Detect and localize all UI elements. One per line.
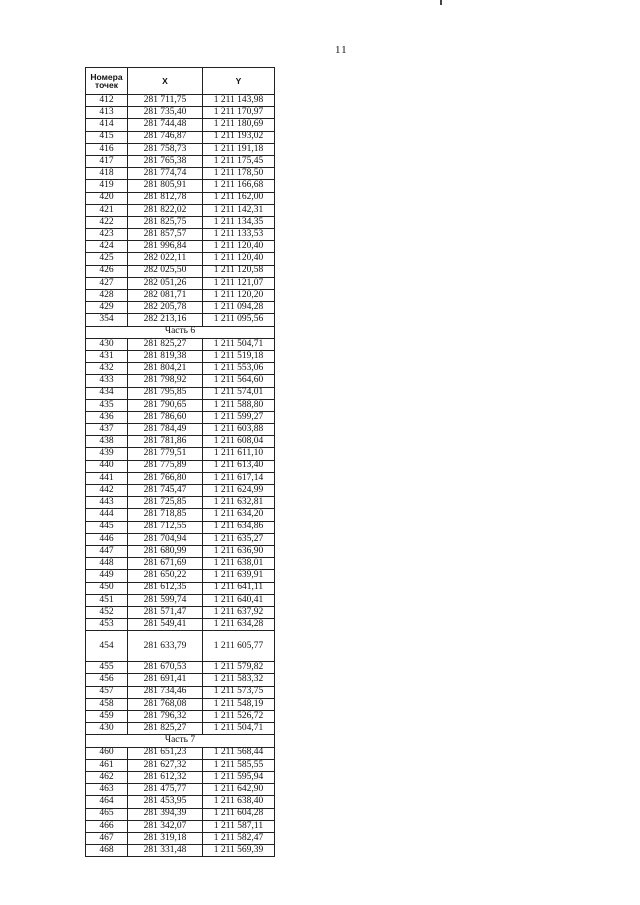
x-coordinate-cell: 281 781,86	[128, 436, 203, 448]
x-coordinate-cell: 281 804,21	[128, 363, 203, 375]
x-coordinate-cell: 281 651,23	[128, 747, 203, 759]
point-number-cell: 415	[86, 131, 128, 143]
table-row	[86, 265, 275, 277]
page-number: 11	[335, 44, 348, 56]
point-number-cell: 443	[86, 497, 128, 509]
point-number-cell: 424	[86, 241, 128, 253]
y-coordinate-cell: 1 211 640,41	[203, 594, 275, 606]
point-number-cell: 466	[86, 820, 128, 832]
x-coordinate-cell: 281 825,75	[128, 216, 203, 228]
table-row	[86, 472, 275, 484]
point-number-cell: 433	[86, 375, 128, 387]
table-row	[86, 277, 275, 289]
x-coordinate-cell: 281 650,22	[128, 570, 203, 582]
point-number-cell: 354	[86, 314, 128, 326]
point-number-cell: 468	[86, 845, 128, 857]
y-coordinate-cell: 1 211 193,02	[203, 131, 275, 143]
table-row	[86, 521, 275, 533]
table-row	[86, 204, 275, 216]
table-row	[86, 606, 275, 618]
x-coordinate-cell: 281 786,60	[128, 411, 203, 423]
table-row	[86, 497, 275, 509]
x-coordinate-cell: 281 766,80	[128, 472, 203, 484]
x-coordinate-cell: 282 081,71	[128, 290, 203, 302]
table-row	[86, 241, 275, 253]
y-coordinate-cell: 1 211 637,92	[203, 606, 275, 618]
table-row	[86, 143, 275, 155]
point-number-cell: 425	[86, 253, 128, 265]
table-row	[86, 350, 275, 362]
point-number-cell: 427	[86, 277, 128, 289]
x-coordinate-cell: 281 612,32	[128, 771, 203, 783]
table-row	[86, 314, 275, 326]
point-number-cell: 446	[86, 533, 128, 545]
table-row	[86, 460, 275, 472]
x-coordinate-cell: 281 805,91	[128, 180, 203, 192]
point-number-cell: 442	[86, 485, 128, 497]
y-coordinate-cell: 1 211 638,01	[203, 558, 275, 570]
y-coordinate-cell: 1 211 134,35	[203, 216, 275, 228]
x-coordinate-cell: 281 825,27	[128, 723, 203, 735]
x-coordinate-cell: 281 822,02	[128, 204, 203, 216]
x-coordinate-cell: 281 718,85	[128, 509, 203, 521]
x-coordinate-cell: 281 774,74	[128, 168, 203, 180]
y-coordinate-cell: 1 211 120,58	[203, 265, 275, 277]
x-coordinate-cell: 281 475,77	[128, 784, 203, 796]
x-coordinate-cell: 281 704,94	[128, 533, 203, 545]
point-number-cell: 412	[86, 95, 128, 107]
table-row	[86, 820, 275, 832]
y-coordinate-cell: 1 211 569,39	[203, 845, 275, 857]
x-coordinate-cell: 281 795,85	[128, 387, 203, 399]
table-row	[86, 674, 275, 686]
point-number-cell: 461	[86, 759, 128, 771]
table-header-row	[86, 68, 275, 95]
header-x: X	[128, 68, 203, 95]
x-coordinate-cell: 281 996,84	[128, 241, 203, 253]
y-coordinate-cell: 1 211 634,28	[203, 619, 275, 631]
x-coordinate-cell: 281 711,75	[128, 95, 203, 107]
y-coordinate-cell: 1 211 553,06	[203, 363, 275, 375]
x-coordinate-cell: 281 453,95	[128, 796, 203, 808]
table-row	[86, 107, 275, 119]
point-number-cell: 450	[86, 582, 128, 594]
point-number-cell: 430	[86, 723, 128, 735]
y-coordinate-cell: 1 211 170,97	[203, 107, 275, 119]
y-coordinate-cell: 1 211 585,55	[203, 759, 275, 771]
point-number-cell: 444	[86, 509, 128, 521]
point-number-cell: 448	[86, 558, 128, 570]
x-coordinate-cell: 281 691,41	[128, 674, 203, 686]
point-number-cell: 467	[86, 832, 128, 844]
table-row	[86, 619, 275, 631]
y-coordinate-cell: 1 211 573,75	[203, 686, 275, 698]
y-coordinate-cell: 1 211 574,01	[203, 387, 275, 399]
y-coordinate-cell: 1 211 519,18	[203, 350, 275, 362]
x-coordinate-cell: 281 779,51	[128, 448, 203, 460]
table-row	[86, 558, 275, 570]
x-coordinate-cell: 281 746,87	[128, 131, 203, 143]
section-row	[86, 735, 275, 747]
x-coordinate-cell: 281 725,85	[128, 497, 203, 509]
y-coordinate-cell: 1 211 613,40	[203, 460, 275, 472]
table-row	[86, 796, 275, 808]
y-coordinate-cell: 1 211 632,81	[203, 497, 275, 509]
x-coordinate-cell: 281 775,89	[128, 460, 203, 472]
y-coordinate-cell: 1 211 094,28	[203, 302, 275, 314]
scan-mark	[440, 0, 442, 5]
table-row	[86, 290, 275, 302]
y-coordinate-cell: 1 211 588,80	[203, 399, 275, 411]
x-coordinate-cell: 281 671,69	[128, 558, 203, 570]
table-row	[86, 436, 275, 448]
y-coordinate-cell: 1 211 617,14	[203, 472, 275, 484]
y-coordinate-cell: 1 211 095,56	[203, 314, 275, 326]
x-coordinate-cell: 281 784,49	[128, 424, 203, 436]
point-number-cell: 414	[86, 119, 128, 131]
x-coordinate-cell: 282 025,50	[128, 265, 203, 277]
table-row	[86, 582, 275, 594]
table-row	[86, 509, 275, 521]
y-coordinate-cell: 1 211 583,32	[203, 674, 275, 686]
x-coordinate-cell: 281 680,99	[128, 545, 203, 557]
table-row	[86, 131, 275, 143]
x-coordinate-cell: 281 670,53	[128, 662, 203, 674]
x-coordinate-cell: 281 612,35	[128, 582, 203, 594]
y-coordinate-cell: 1 211 639,91	[203, 570, 275, 582]
point-number-cell: 423	[86, 229, 128, 241]
x-coordinate-cell: 281 812,78	[128, 192, 203, 204]
x-coordinate-cell: 281 798,92	[128, 375, 203, 387]
table-row	[86, 448, 275, 460]
x-coordinate-cell: 282 205,78	[128, 302, 203, 314]
table-row	[86, 338, 275, 350]
y-coordinate-cell: 1 211 608,04	[203, 436, 275, 448]
point-number-cell: 453	[86, 619, 128, 631]
x-coordinate-cell: 281 744,48	[128, 119, 203, 131]
x-coordinate-cell: 281 627,32	[128, 759, 203, 771]
table-row	[86, 711, 275, 723]
y-coordinate-cell: 1 211 605,77	[203, 631, 275, 662]
y-coordinate-cell: 1 211 120,20	[203, 290, 275, 302]
point-number-cell: 454	[86, 631, 128, 662]
point-number-cell: 456	[86, 674, 128, 686]
table-row	[86, 363, 275, 375]
x-coordinate-cell: 281 735,40	[128, 107, 203, 119]
table-row	[86, 698, 275, 710]
y-coordinate-cell: 1 211 595,94	[203, 771, 275, 783]
section-row	[86, 326, 275, 338]
table-row	[86, 784, 275, 796]
y-coordinate-cell: 1 211 579,82	[203, 662, 275, 674]
table-row	[86, 686, 275, 698]
table-row	[86, 399, 275, 411]
section-label: Часть 7	[86, 735, 275, 747]
table-row	[86, 723, 275, 735]
point-number-cell: 447	[86, 545, 128, 557]
point-number-cell: 432	[86, 363, 128, 375]
y-coordinate-cell: 1 211 582,47	[203, 832, 275, 844]
point-number-cell: 429	[86, 302, 128, 314]
x-coordinate-cell: 281 857,57	[128, 229, 203, 241]
y-coordinate-cell: 1 211 638,40	[203, 796, 275, 808]
table-row	[86, 180, 275, 192]
table-row	[86, 302, 275, 314]
table-row	[86, 771, 275, 783]
table-row	[86, 545, 275, 557]
y-coordinate-cell: 1 211 191,18	[203, 143, 275, 155]
point-number-cell: 463	[86, 784, 128, 796]
y-coordinate-cell: 1 211 142,31	[203, 204, 275, 216]
y-coordinate-cell: 1 211 636,90	[203, 545, 275, 557]
point-number-cell: 440	[86, 460, 128, 472]
table-row	[86, 95, 275, 107]
point-number-cell: 459	[86, 711, 128, 723]
point-number-cell: 451	[86, 594, 128, 606]
y-coordinate-cell: 1 211 548,19	[203, 698, 275, 710]
x-coordinate-cell: 281 790,65	[128, 399, 203, 411]
header-y: Y	[203, 68, 275, 95]
table-row	[86, 155, 275, 167]
point-number-cell: 457	[86, 686, 128, 698]
point-number-cell: 434	[86, 387, 128, 399]
y-coordinate-cell: 1 211 634,20	[203, 509, 275, 521]
point-number-cell: 452	[86, 606, 128, 618]
table-row	[86, 845, 275, 857]
y-coordinate-cell: 1 211 604,28	[203, 808, 275, 820]
point-number-cell: 413	[86, 107, 128, 119]
x-coordinate-cell: 281 319,18	[128, 832, 203, 844]
y-coordinate-cell: 1 211 120,40	[203, 253, 275, 265]
x-coordinate-cell: 281 734,46	[128, 686, 203, 698]
point-number-cell: 439	[86, 448, 128, 460]
point-number-cell: 416	[86, 143, 128, 155]
y-coordinate-cell: 1 211 634,86	[203, 521, 275, 533]
point-number-cell: 437	[86, 424, 128, 436]
point-number-cell: 438	[86, 436, 128, 448]
table-row	[86, 832, 275, 844]
table-row	[86, 229, 275, 241]
header-point-numbers: Номера точек	[86, 68, 128, 95]
table-row	[86, 168, 275, 180]
x-coordinate-cell: 281 331,48	[128, 845, 203, 857]
x-coordinate-cell: 281 633,79	[128, 631, 203, 662]
point-number-cell: 426	[86, 265, 128, 277]
y-coordinate-cell: 1 211 504,71	[203, 338, 275, 350]
x-coordinate-cell: 281 394,39	[128, 808, 203, 820]
y-coordinate-cell: 1 211 120,40	[203, 241, 275, 253]
y-coordinate-cell: 1 211 121,07	[203, 277, 275, 289]
y-coordinate-cell: 1 211 133,53	[203, 229, 275, 241]
x-coordinate-cell: 281 796,32	[128, 711, 203, 723]
y-coordinate-cell: 1 211 611,10	[203, 448, 275, 460]
point-number-cell: 428	[86, 290, 128, 302]
x-coordinate-cell: 281 768,08	[128, 698, 203, 710]
x-coordinate-cell: 281 342,07	[128, 820, 203, 832]
x-coordinate-cell: 281 819,38	[128, 350, 203, 362]
point-number-cell: 465	[86, 808, 128, 820]
y-coordinate-cell: 1 211 587,11	[203, 820, 275, 832]
y-coordinate-cell: 1 211 564,60	[203, 375, 275, 387]
y-coordinate-cell: 1 211 162,00	[203, 192, 275, 204]
point-number-cell: 462	[86, 771, 128, 783]
section-label: Часть 6	[86, 326, 275, 338]
x-coordinate-cell: 281 758,73	[128, 143, 203, 155]
y-coordinate-cell: 1 211 504,71	[203, 723, 275, 735]
y-coordinate-cell: 1 211 175,45	[203, 155, 275, 167]
table-row	[86, 570, 275, 582]
y-coordinate-cell: 1 211 166,68	[203, 180, 275, 192]
point-number-cell: 431	[86, 350, 128, 362]
table-row	[86, 533, 275, 545]
point-number-cell: 445	[86, 521, 128, 533]
point-number-cell: 435	[86, 399, 128, 411]
table-row	[86, 485, 275, 497]
point-number-cell: 441	[86, 472, 128, 484]
x-coordinate-cell: 281 745,47	[128, 485, 203, 497]
y-coordinate-cell: 1 211 180,69	[203, 119, 275, 131]
point-number-cell: 436	[86, 411, 128, 423]
point-number-cell: 430	[86, 338, 128, 350]
y-coordinate-cell: 1 211 641,11	[203, 582, 275, 594]
x-coordinate-cell: 281 765,38	[128, 155, 203, 167]
x-coordinate-cell: 282 022,11	[128, 253, 203, 265]
table-row	[86, 411, 275, 423]
table-row	[86, 808, 275, 820]
table-row	[86, 192, 275, 204]
table-row	[86, 253, 275, 265]
y-coordinate-cell: 1 211 526,72	[203, 711, 275, 723]
table-row	[86, 375, 275, 387]
point-number-cell: 422	[86, 216, 128, 228]
y-coordinate-cell: 1 211 143,98	[203, 95, 275, 107]
x-coordinate-cell: 282 213,16	[128, 314, 203, 326]
table-row	[86, 662, 275, 674]
table-row	[86, 387, 275, 399]
table-row	[86, 424, 275, 436]
y-coordinate-cell: 1 211 642,90	[203, 784, 275, 796]
x-coordinate-cell: 281 825,27	[128, 338, 203, 350]
point-number-cell: 419	[86, 180, 128, 192]
x-coordinate-cell: 281 571,47	[128, 606, 203, 618]
point-number-cell: 420	[86, 192, 128, 204]
table-row	[86, 216, 275, 228]
point-number-cell: 418	[86, 168, 128, 180]
coordinates-table	[85, 67, 275, 857]
x-coordinate-cell: 281 599,74	[128, 594, 203, 606]
point-number-cell: 458	[86, 698, 128, 710]
y-coordinate-cell: 1 211 599,27	[203, 411, 275, 423]
table-row	[86, 594, 275, 606]
table-row	[86, 747, 275, 759]
x-coordinate-cell: 281 549,41	[128, 619, 203, 631]
x-coordinate-cell: 282 051,26	[128, 277, 203, 289]
table-row	[86, 119, 275, 131]
table-row	[86, 631, 275, 662]
y-coordinate-cell: 1 211 603,88	[203, 424, 275, 436]
point-number-cell: 421	[86, 204, 128, 216]
x-coordinate-cell: 281 712,55	[128, 521, 203, 533]
point-number-cell: 449	[86, 570, 128, 582]
y-coordinate-cell: 1 211 624,99	[203, 485, 275, 497]
y-coordinate-cell: 1 211 635,27	[203, 533, 275, 545]
table-row	[86, 759, 275, 771]
y-coordinate-cell: 1 211 178,50	[203, 168, 275, 180]
y-coordinate-cell: 1 211 568,44	[203, 747, 275, 759]
point-number-cell: 460	[86, 747, 128, 759]
point-number-cell: 464	[86, 796, 128, 808]
point-number-cell: 455	[86, 662, 128, 674]
point-number-cell: 417	[86, 155, 128, 167]
